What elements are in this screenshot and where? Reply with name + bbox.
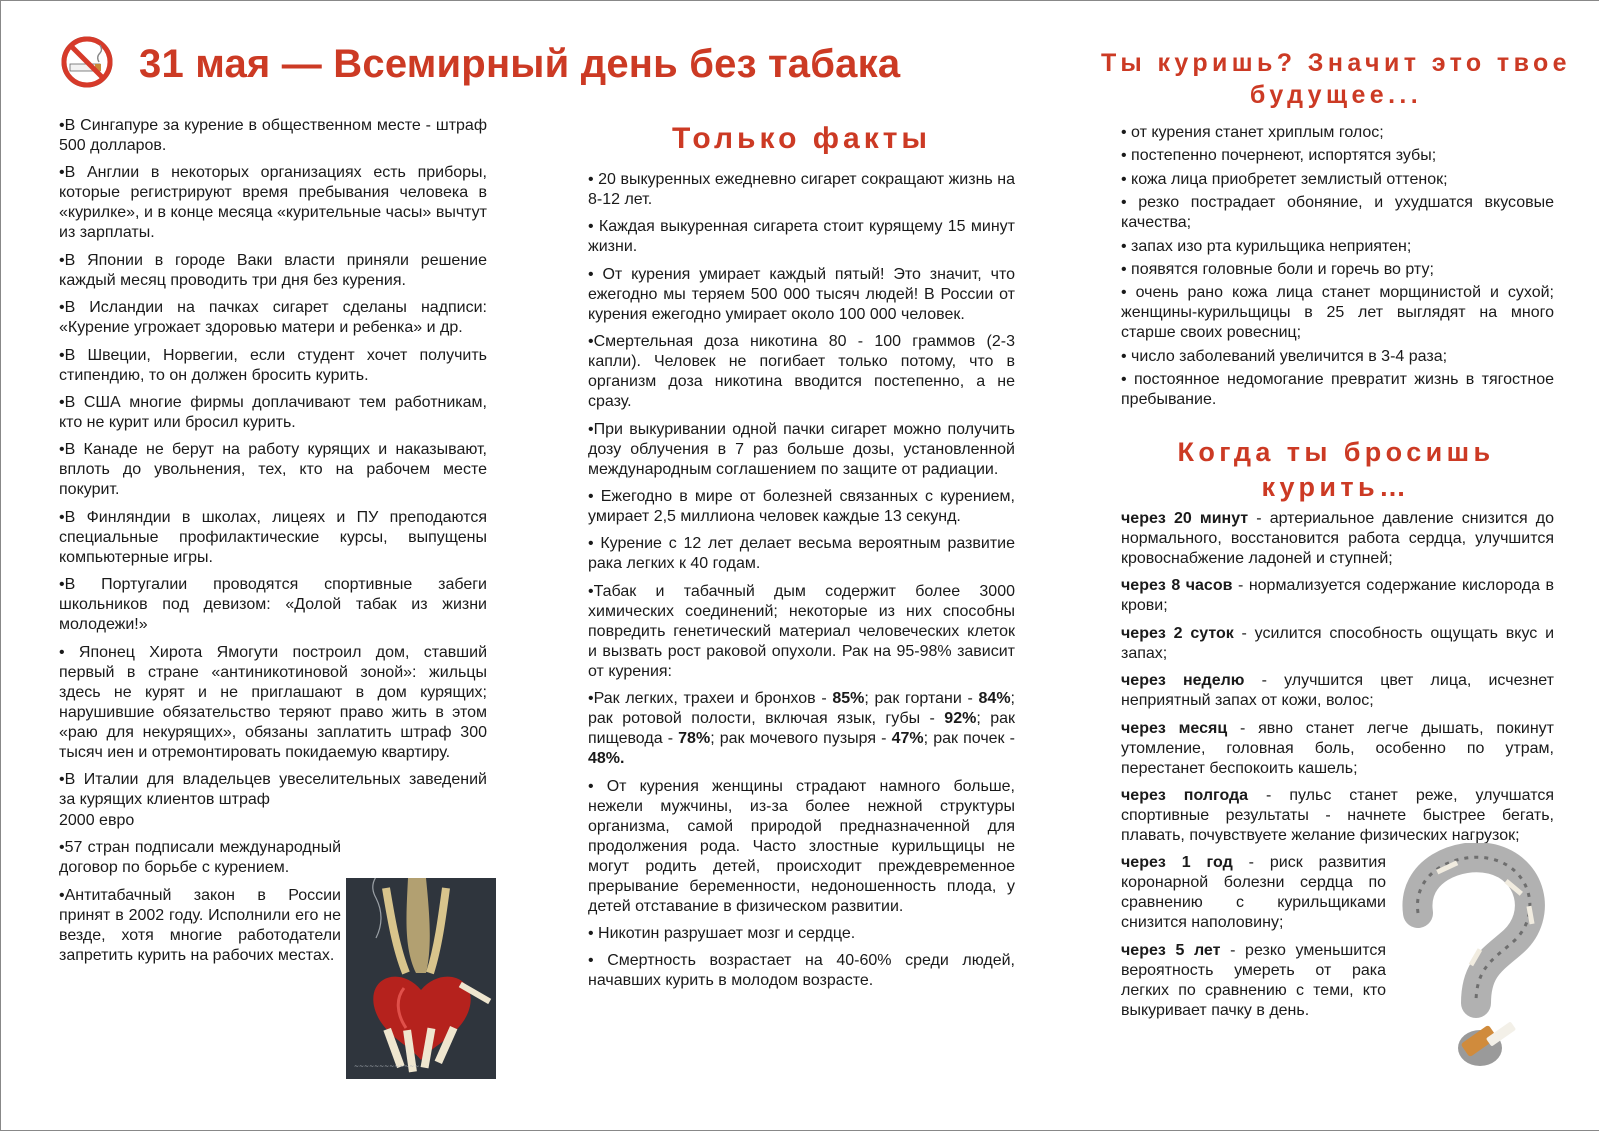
list-item: • 20 выкуренных ежедневно сигарет сокращают жизнь на 8-12 лет. <box>588 171 1015 208</box>
page-title: 31 мая — Всемирный день без табака <box>139 42 901 86</box>
right-heading-future: Ты куришь? Значит это твое будущее... <box>1101 49 1571 109</box>
list-item: • число заболеваний увеличится в 3-4 раза; <box>1121 347 1448 365</box>
timeline-time: через 2 суток <box>1121 624 1234 642</box>
timeline-item <box>1121 853 1386 933</box>
timeline-time: через 20 минут <box>1121 510 1249 527</box>
list-item: • резко пострадает обоняние, и ухудшатся вкусовые качества; <box>1121 194 1554 232</box>
list-item: • От курения умирает каждый пятый! Это значит, что ежегодно мы теряем 500 000 тысяч людей! В России от курения ежегодно умирает около 100 000 человек. <box>588 265 1015 323</box>
future-consequences-list <box>1121 123 1554 414</box>
list-item: • Ежегодно в мире от болезней связанных с курением, умирает 2,5 миллиона человек каждые 13 секунд. <box>588 487 1015 525</box>
list-item: •В Португалии проводятся спортивные забеги школьников под девизом: «Долой табак из жизни молодежи!» <box>59 576 487 634</box>
timeline-text: - явно станет легче дышать, покинут утомление, головная боль, особенно по утрам, перестанет беспокоить кашель; <box>1121 719 1554 777</box>
list-item: •57 стран подписали международный договор по борьбе с курением. <box>59 839 341 877</box>
italy-text: •В Италии для владельцев увеселительных заведений за курящих клиентов штраф <box>59 770 487 808</box>
timeline-text: - пульс станет реже, улучшатся спортивные результаты - начнете быстрее бегать, плавать, почувствуете желание физических нагрузок; <box>1121 786 1555 844</box>
title-row <box>59 31 1009 97</box>
timeline-item <box>1121 509 1554 569</box>
svg-text:~~~~~~~~~~~~~: ~~~~~~~~~~~~~ <box>354 1063 420 1070</box>
list-item: • появятся головные боли и горечь во рту; <box>1121 260 1434 278</box>
list-item-cancer-stats <box>588 689 1015 769</box>
timeline-text: - резко уменьшится вероятность умереть от рака легких по сравнению с теми, кто выкуривает пачку в день. <box>1121 941 1387 1019</box>
list-item: •В Швеции, Норвегии, если студент хочет получить стипендию, то он должен бросить курить. <box>59 346 487 384</box>
cancer-text: ; рак гортани - <box>864 690 979 708</box>
list-item: • постоянное недомогание превратит жизнь в тягостное пребывание. <box>1121 371 1554 409</box>
list-item: • Смертность возрастает на 40-60% среди людей, начавших курить в молодом возрасте. <box>588 952 1015 990</box>
question-mark-illustration <box>1396 843 1556 1081</box>
list-item: •В Исландии на пачках сигарет сделаны надписи: «Курение угрожает здоровью матери и ребенка» и др. <box>59 299 487 337</box>
cancer-text: •Рак легких, трахеи и бронхов - <box>588 690 833 708</box>
list-item: • очень рано кожа лица станет морщинистой и сухой; женщины-курильщицы в 25 лет выглядят на много старше своих ровесниц; <box>1121 284 1554 342</box>
list-item: • от курения станет хриплым голос; <box>1121 124 1384 141</box>
timeline-item <box>1121 719 1554 779</box>
cancer-text: ; рак ротовой полости, включая язык, губы - <box>588 690 1015 728</box>
list-item: • Курение с 12 лет делает весьма вероятным развитие рака легких к 40 годам. <box>588 535 1015 573</box>
list-item: •В США многие фирмы доплачивают тем работникам, кто не курит или бросил курить. <box>59 393 487 431</box>
list-item: •В Канаде не берут на работу курящих и наказывают, вплоть до увольнения, тех, кто на рабочем месте покурит. <box>59 441 487 499</box>
list-item: •Табак и табачный дым содержит более 3000 химических соединений; некоторые из них способны повредить генетический материал человеческих клеток и вызвать рост раковой опухоли. Рак на 95-98% зависит от курения: <box>588 582 1015 680</box>
poster-illustration <box>346 878 496 1079</box>
timeline-text: - нормализуется содержание кислорода в крови; <box>1121 577 1555 615</box>
timeline-time: через месяц <box>1121 719 1228 737</box>
left-facts-list <box>59 116 487 973</box>
no-smoking-icon <box>59 34 115 90</box>
timeline-text: - усилится способность ощущать вкус и запах; <box>1121 624 1555 662</box>
timeline-text: - артериальное давление снизится до нормального, восстановится работа сердца, улучшится кровоснабжение ладоней и ступней; <box>1121 510 1555 567</box>
list-item: • кожа лица приобретет землистый оттенок; <box>1121 170 1448 188</box>
anti-smoking-poster-image <box>346 878 496 1079</box>
right-heading-quit: Когда ты бросишь курить… <box>1177 437 1495 502</box>
timeline-time: через полгода <box>1121 786 1249 804</box>
cancer-percent: 78% <box>678 730 711 748</box>
timeline-text: - улучшится цвет лица, исчезнет неприятный запах от кожи, волос; <box>1121 672 1554 710</box>
list-item: • От курения женщины страдают намного больше, нежели мужчины, из-за более нежной структуры организма, самой природой предназначенной для продолжения рода. Часто злостные курильщицы не могут родить детей, происходит преждевременное прерывание беременности, недоношенность плода, у детей отставание в физическом развитии. <box>588 777 1015 915</box>
list-item: • запах изо рта курильщика неприятен; <box>1121 237 1412 255</box>
timeline-time: через неделю <box>1121 672 1245 690</box>
cancer-percent: 92% <box>944 710 977 728</box>
timeline-item <box>1121 671 1554 711</box>
cancer-text: ; рак мочевого пузыря - <box>710 730 892 748</box>
list-item: •В Сингапуре за курение в общественном месте - штраф 500 долларов. <box>59 117 487 154</box>
cancer-percent: 84% <box>978 690 1011 708</box>
italy-fine: 2000 евро <box>59 811 135 829</box>
middle-facts-list <box>588 170 1015 999</box>
timeline-time: через 5 лет <box>1121 941 1221 959</box>
middle-heading: Только факты <box>671 122 932 155</box>
list-item: •В Англии в некоторых организациях есть приборы, которые регистрируют время пребывания человека в «курилке», и в конце месяца «курительные часы» вычтут из зарплаты. <box>59 164 487 242</box>
cancer-text: ; рак почек - <box>923 730 1016 748</box>
list-item: • постепенно почернеют, испортятся зубы; <box>1121 147 1437 165</box>
list-item: •При выкуривании одной пачки сигарет можно получить дозу облучения в 7 раз больше дозы, установленной международным соглашением по защите от радиации. <box>588 420 1015 478</box>
list-item: • Каждая выкуренная сигарета стоит курящему 15 минут жизни. <box>588 218 1015 256</box>
cancer-text: ; рак пищевода - <box>588 710 1015 748</box>
timeline-time: через 1 год <box>1121 854 1233 872</box>
cancer-percent: 48%. <box>588 750 625 768</box>
list-item: •Смертельная доза никотина 80 - 100 граммов (2-3 капли). Человек не погибает только потому, что в организм доза никотина вводится постепенно, а не сразу. <box>588 333 1015 411</box>
list-item: • Японец Хирота Ямогути построил дом, ставший первый в стране «антиникотиновой зоной»: жильцы здесь не курят и не приглашают в дом курящих; нарушившие обязательство теряют право жить в этом «раю для некурящих», обязаны заплатить штраф 300 тысяч иен и отремонтировать покидаемую квартиру. <box>59 643 487 761</box>
timeline-item <box>1121 941 1386 1021</box>
list-item: • Никотин разрушает мозг и сердце. <box>588 924 856 942</box>
timeline-time: через 8 часов <box>1121 577 1233 595</box>
list-item: •В Финляндии в школах, лицеях и ПУ преподаются специальные профилактические курсы, выпущены компьютерные игры. <box>59 508 487 566</box>
cancer-percent: 85% <box>832 690 865 708</box>
timeline-item <box>1121 576 1554 616</box>
timeline-text: - риск развития коронарной болезни сердца по сравнению с курильщиками снизится наполовину; <box>1121 854 1386 932</box>
cancer-percent: 47% <box>891 730 924 748</box>
list-item: •В Японии в городе Ваки власти приняли решение каждый месяц проводить три дня без курения. <box>59 251 487 289</box>
timeline-item <box>1121 624 1554 664</box>
ash-question-mark-image <box>1396 843 1556 1081</box>
timeline-item <box>1121 786 1554 846</box>
list-item: •Антитабачный закон в России принят в 2002 году. Исполнили его не везде, хотя многие работодатели запретить курить на рабочих местах. <box>59 886 341 964</box>
list-item-italy <box>59 770 487 831</box>
